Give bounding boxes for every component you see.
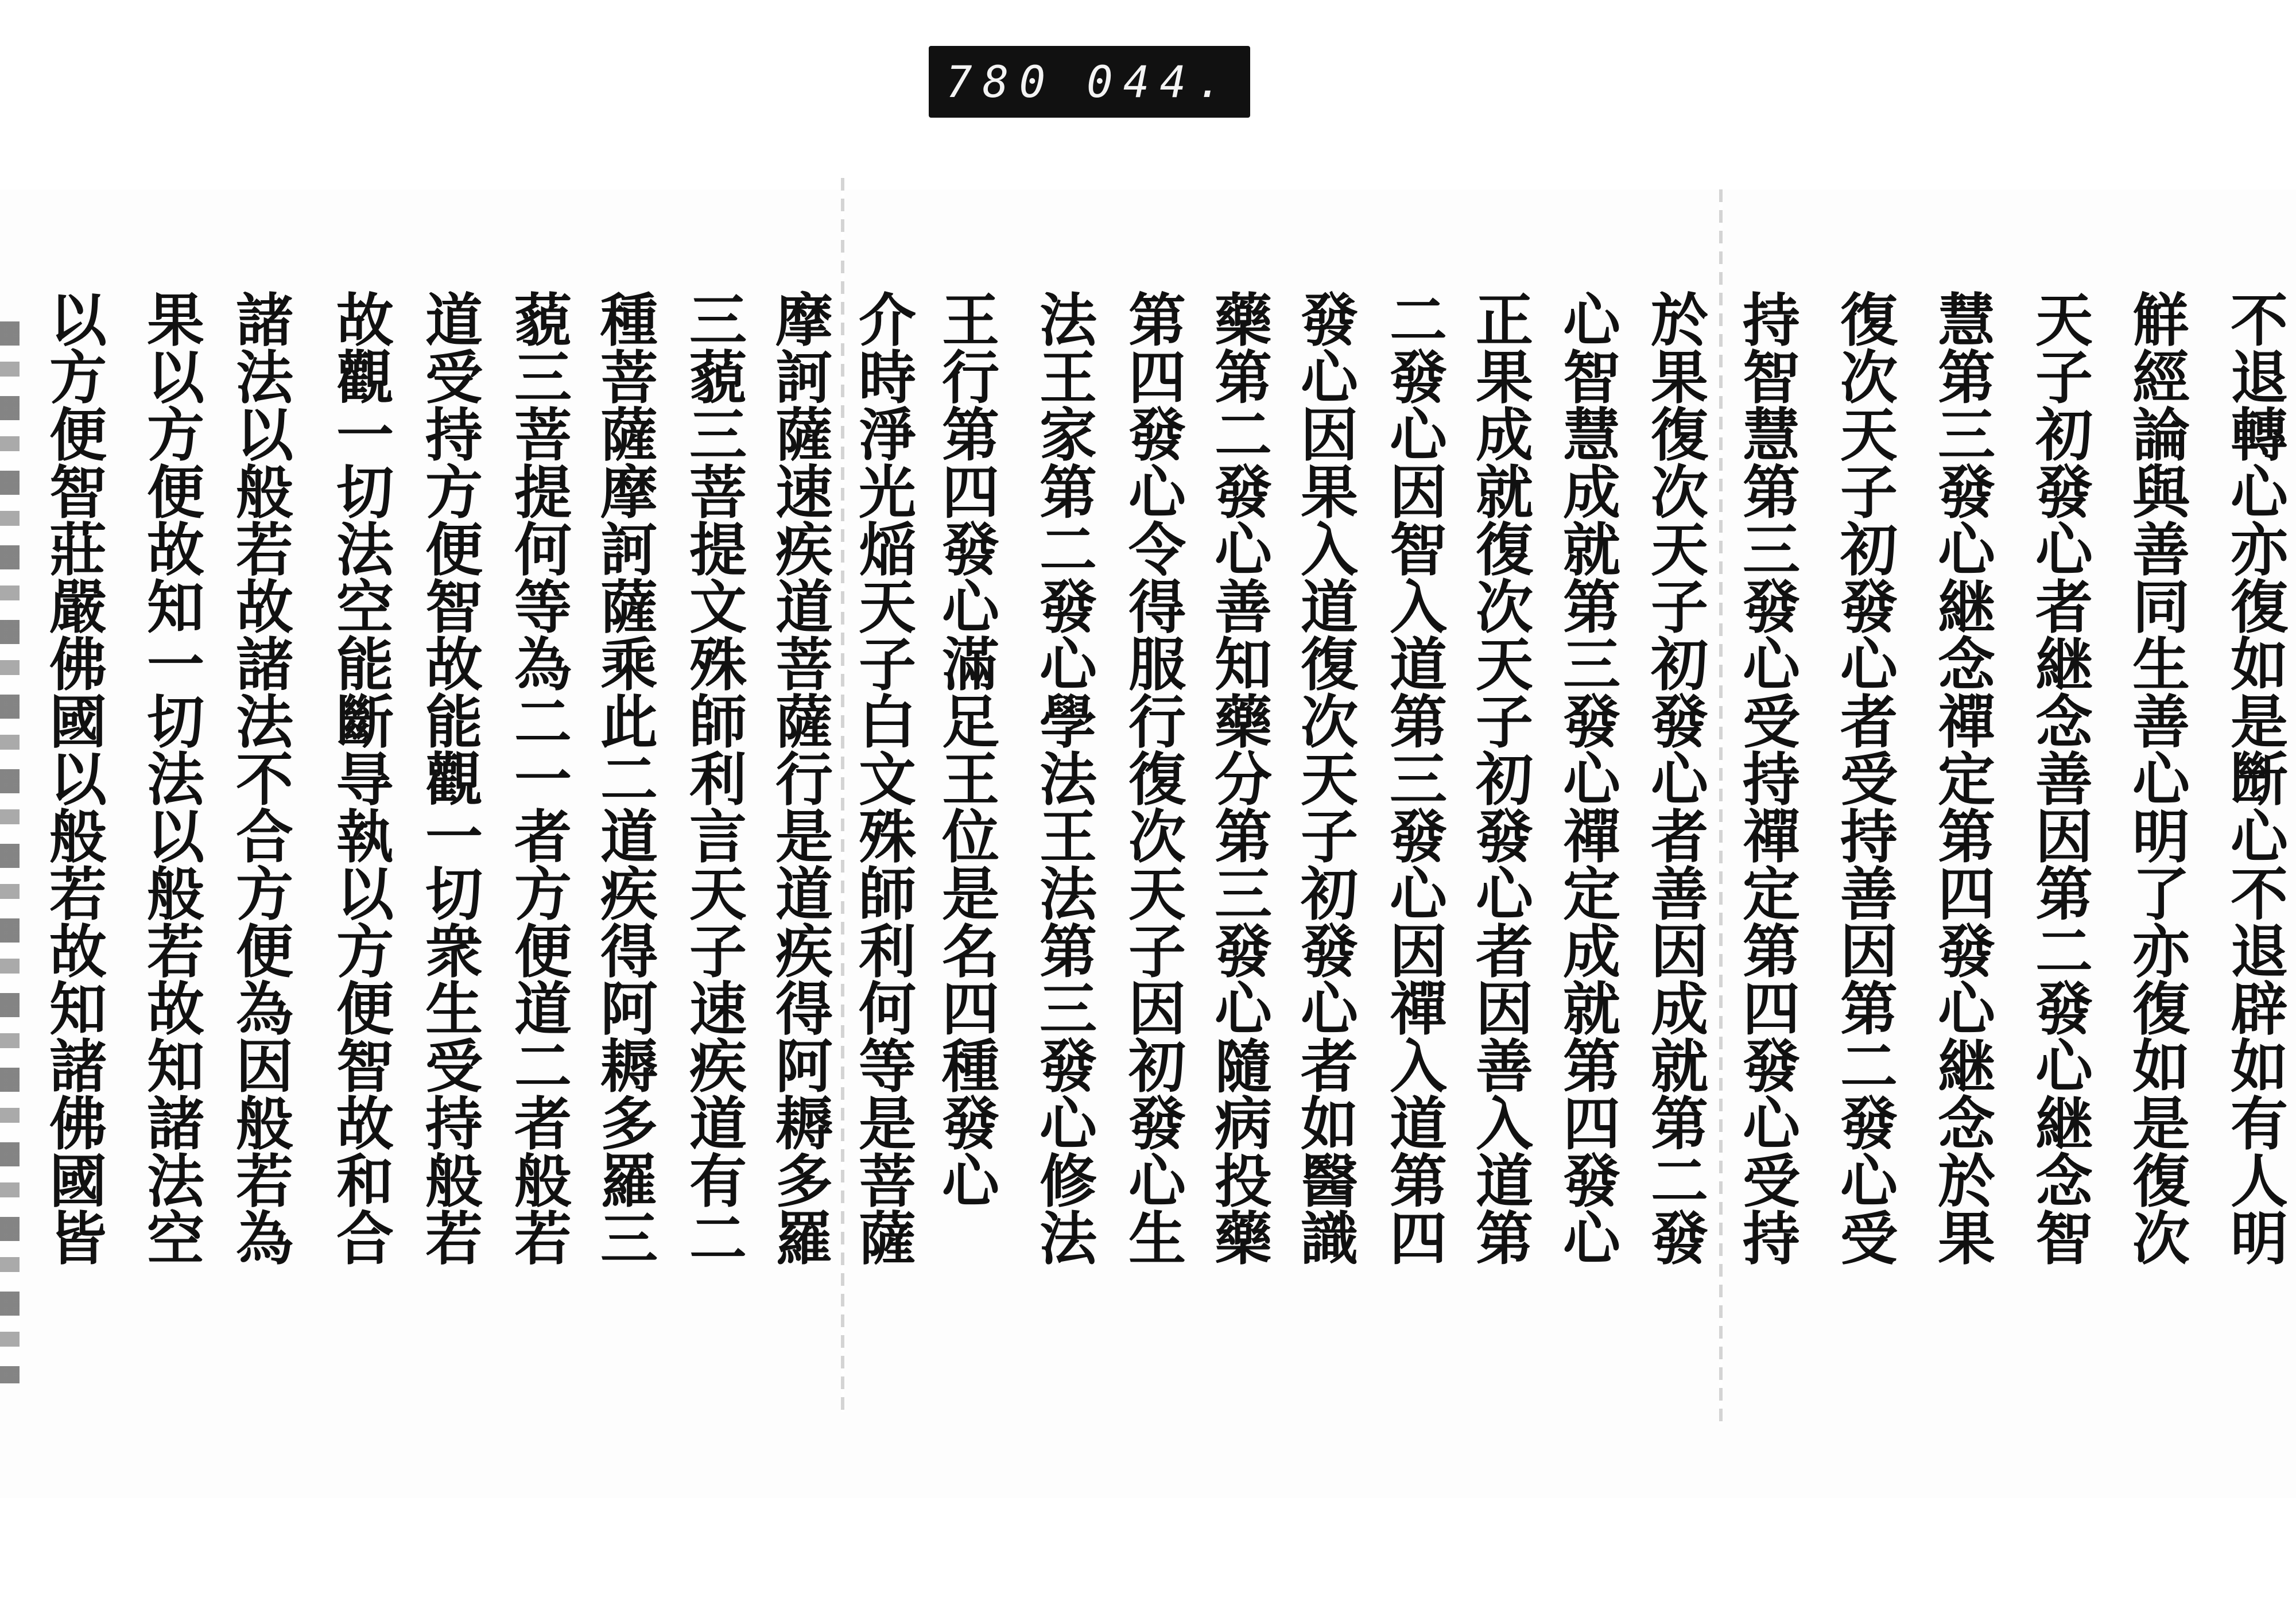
text-column: 道受持方便智故能觀一切衆生受持般若 xyxy=(416,290,483,1266)
text-column: 三藐三菩提文殊師利言天子速疾道有二 xyxy=(680,290,747,1266)
text-column: 復次天子初發心者受持善因第二發心受 xyxy=(1830,290,1898,1266)
text-column: 慧第三發心継念禪定第四發心継念於果 xyxy=(1928,290,1996,1266)
text-column: 正果成就復次天子初發心者因善入道第 xyxy=(1466,290,1534,1266)
text-column: 王行第四發心滿足王位是名四種發心 xyxy=(932,290,1000,1208)
text-column: 發心因果入道復次天子初發心者如醫識 xyxy=(1291,290,1359,1266)
text-column: 以方便智莊嚴佛國以般若故知諸佛國皆 xyxy=(40,290,107,1266)
catalogue-label xyxy=(929,46,1250,118)
text-column: 於果復次天子初發心者善因成就第二發 xyxy=(1641,290,1709,1266)
frame-number: 044. xyxy=(1086,56,1233,107)
text-column: 法王家第二發心學法王法第三發心修法 xyxy=(1030,290,1097,1266)
scroll-seam xyxy=(841,178,844,1412)
text-column: 天子初發心者継念善因第二發心継念智 xyxy=(2026,290,2093,1266)
text-column: 二發心因智入道第三發心因禪入道第四 xyxy=(1380,290,1448,1266)
text-column: 心智慧成就第三發心禪定成就第四發心 xyxy=(1553,290,1621,1266)
cut-off-column-edge xyxy=(0,321,20,1383)
text-column: 藥第二發心善知藥分第三發心隨病投藥 xyxy=(1205,290,1273,1266)
text-column: 故觀一切法空能斷㝵執以方便智故和合 xyxy=(327,290,394,1266)
catalogue-number: 780 xyxy=(946,56,1056,107)
text-column: 第四發心令得服行復次天子因初發心生 xyxy=(1119,290,1186,1266)
text-column: 不退轉心亦復如是㫁心不退辟如有人明 xyxy=(2221,290,2289,1266)
text-column: 果以方便故知一切法以般若故知諸法空 xyxy=(137,290,205,1266)
text-column: 觧經論與善同生善心明了亦復如是復次 xyxy=(2123,290,2190,1266)
text-column: 諸法以般若故諸法不合方便為因般若為 xyxy=(226,290,294,1266)
text-column: 摩訶薩速疾道菩薩行是道疾得阿耨多羅 xyxy=(766,290,833,1266)
text-column: 藐三菩提何等為二一者方便道二者般若 xyxy=(505,290,572,1266)
text-column: 種菩薩摩訶薩乘此二道疾得阿耨多羅三 xyxy=(591,290,658,1266)
text-column: 持智慧第三發心受持禪定第四發心受持 xyxy=(1733,290,1801,1266)
scroll-seam xyxy=(1719,189,1723,1424)
text-column: 介時淨光㷔天子白文殊師利何等是菩薩 xyxy=(849,290,917,1266)
